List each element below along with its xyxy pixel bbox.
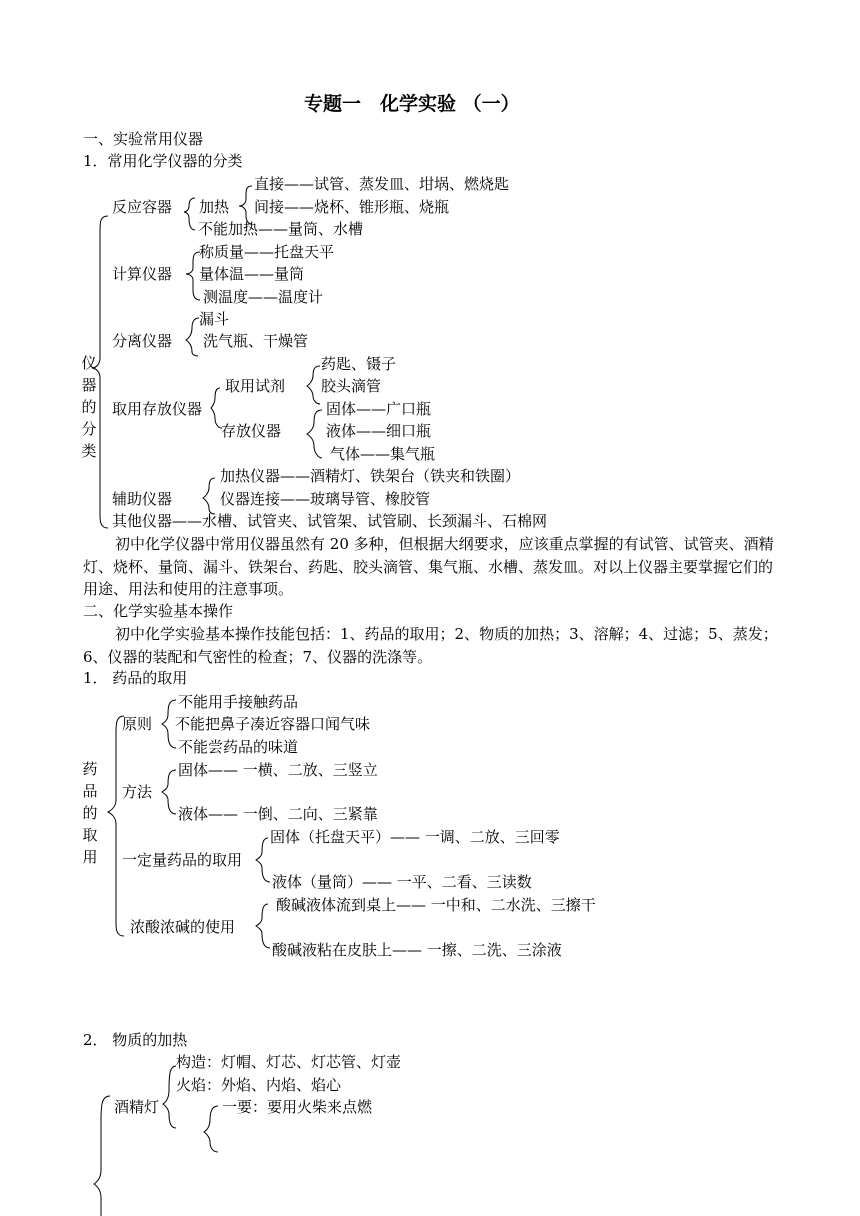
brace-principle [162,700,176,748]
brace-aux [203,478,215,514]
principle-label: 原则 [122,715,153,733]
brace-method [162,770,176,814]
direct-heating-text: 直接——试管、蒸发皿、坩埚、燃烧匙 [254,175,510,193]
acid-table-text: 酸碱液体流到桌上—— 一中和、二水洗、三擦干 [276,896,596,914]
take-dropper-text: 胶头滴管 [321,377,382,395]
acid-label: 浓酸浓碱的使用 [130,918,236,936]
acid-skin-text: 酸碱液粘在皮肤上—— 一擦、二洗、三涂液 [272,941,562,959]
storage-label: 取用存放仪器 [112,400,203,418]
brace-lamp [163,1066,176,1128]
store-solid-text: 固体——广口瓶 [326,400,432,418]
take-spoon-text: 药匙、镊子 [321,355,397,373]
brace-quant [256,838,270,882]
principle-b-text: 不能把鼻子凑近容器口闻气味 [175,715,371,733]
quant-label: 一定量药品的取用 [122,851,243,869]
indirect-heating-text: 间接——烧杯、锥形瓶、烧瓶 [254,198,450,216]
separate-funnel-text: 漏斗 [199,310,230,328]
lamp-ignite-text: 一要：要用火柴来点燃 [222,1098,373,1116]
measure-mass-text: 称质量——托盘天平 [199,243,335,261]
brace-separate [186,318,199,356]
brace-lamp-use [204,1106,218,1152]
method-liquid-text: 液体—— 一倒、二向、三紧靠 [178,805,378,823]
take-reagent-label: 取用试剂 [225,377,286,395]
measure-volume-text: 量体温——量筒 [199,265,305,283]
aux-heating-text: 加热仪器——酒精灯、铁架台（铁夹和铁圈） [220,467,521,485]
brace-acid [256,904,270,948]
take-root-label: 药品的取用 [82,760,98,866]
section-2-heading: 二、化学实验基本操作 [83,602,234,620]
method-label: 方法 [122,783,153,801]
method-solid-text: 固体—— 一横、二放、三竖立 [178,761,378,779]
section-2-subheading-1: 1． 药品的取用 [83,669,188,687]
section-1-heading: 一、实验常用仪器 [83,130,204,148]
other-instruments-text: 其他仪器——水槽、试管夹、试管架、试管刷、长颈漏斗、石棉网 [112,512,548,530]
quant-liquid-text: 液体（量筒）—— 一平、二看、三读数 [272,873,532,891]
section-2-paragraph: 初中化学实验基本操作技能包括：1、药品的取用；2、物质的加热；3、溶解；4、过滤；5、蒸发；6、仪器的装配和气密性的检查；7、仪器的洗涤等。 [83,625,778,666]
brace-measure [186,252,200,300]
brace-heating-root [94,1096,110,1216]
instrument-root-label: 仪器的分类 [81,354,97,460]
measure-temp-text: 测温度——温度计 [203,288,324,306]
separate-label: 分离仪器 [112,332,173,350]
aux-connect-text: 仪器连接——玻璃导管、橡胶管 [220,490,431,508]
quant-solid-text: 固体（托盘天平）—— 一调、二放、三回零 [270,828,560,846]
brace-store [307,410,322,458]
principle-a-text: 不能用手接触药品 [178,693,299,711]
aux-label: 辅助仪器 [112,490,173,508]
brace-reaction [184,198,195,230]
lamp-structure-text: 构造：灯帽、灯芯、灯芯管、灯壶 [176,1053,402,1071]
measure-label: 计算仪器 [112,265,173,283]
store-gas-text: 气体——集气瓶 [330,445,436,463]
no-heating-text: 不能加热——量筒、水槽 [198,220,364,238]
store-liquid-text: 液体——细口瓶 [326,422,432,440]
store-label: 存放仪器 [221,422,282,440]
section-1-paragraph: 初中化学仪器中常用仪器虽然有 20 多种，但根据大纲要求，应该重点掌握的有试管、试管夹、酒精灯、烧杯、量筒、漏斗、铁架台、药匙、胶头滴管、集气瓶、水槽、蒸发皿。对以上仪器主要掌握它们的用途、用法和使用的注意事项。 [83,535,774,598]
principle-c-text: 不能尝药品的味道 [178,738,299,756]
section-1-subheading: 1．常用化学仪器的分类 [83,152,243,170]
reaction-label: 反应容器 [112,198,173,216]
lamp-label: 酒精灯 [114,1098,160,1116]
brace-take [307,366,320,404]
heating-label: 加热 [199,198,230,216]
brace-root-take [108,716,124,936]
lamp-flame-text: 火焰：外焰、内焰、焰心 [176,1076,342,1094]
separate-wash-text: 洗气瓶、干燥管 [203,332,309,350]
page-title: 专题一 化学实验 （一） [304,93,520,115]
section-2-subheading-2: 2． 物质的加热 [83,1031,188,1049]
